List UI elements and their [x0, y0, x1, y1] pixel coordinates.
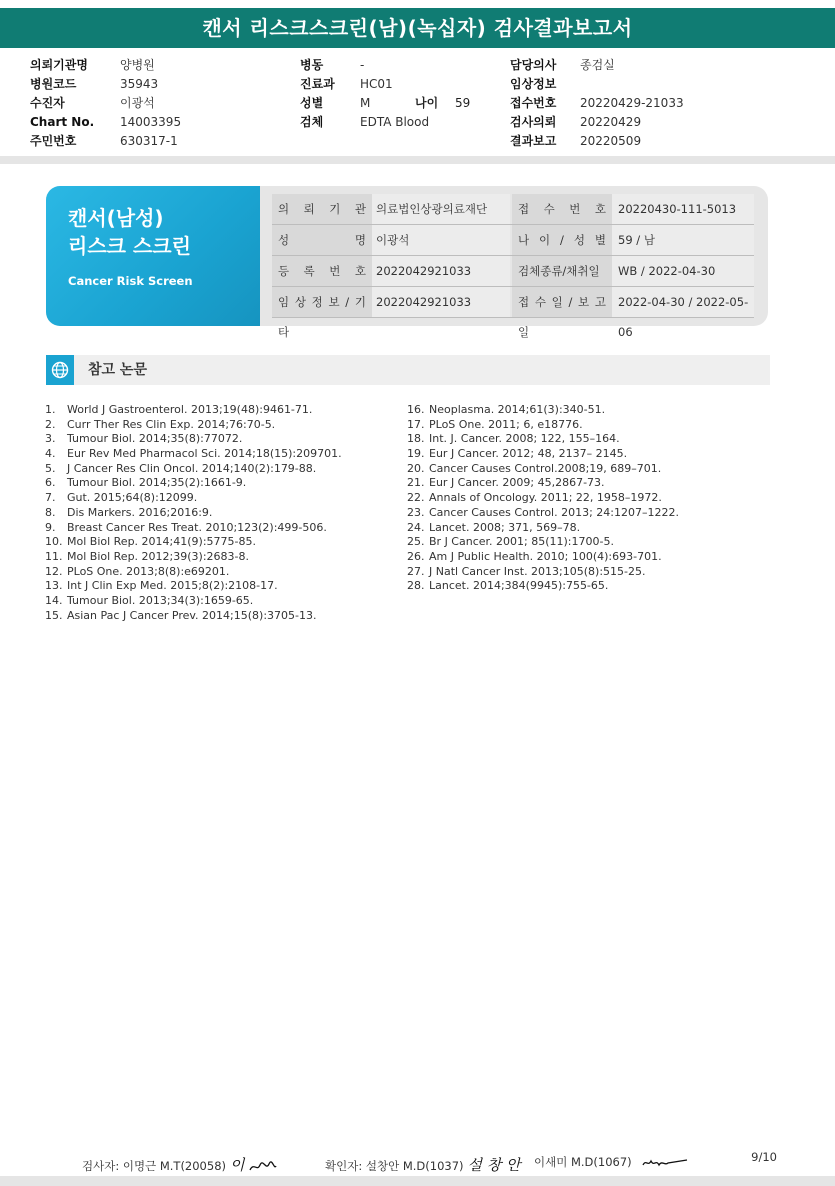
header-value: 이광석 — [372, 225, 510, 255]
info-label: 수진자 — [30, 96, 65, 110]
info-row — [30, 75, 280, 94]
reference-item — [407, 418, 679, 433]
header-key: 의 뢰 기 관 — [272, 194, 372, 224]
info-label: 담당의사 — [510, 58, 557, 72]
info-value: 35943 — [120, 77, 159, 91]
reference-item — [45, 432, 342, 447]
info-row — [30, 94, 280, 113]
brand-panel — [46, 186, 260, 326]
reference-text: Br J Cancer. 2001; 85(11):1700-5. — [429, 535, 614, 549]
age-label: 나이 — [415, 96, 439, 110]
info-value: 630317-1 — [120, 134, 178, 148]
header-key: 나 이 / 성 별 — [512, 225, 612, 255]
info-row — [300, 75, 500, 94]
reference-item — [45, 403, 342, 418]
age-value: 59 — [455, 96, 471, 110]
header-table-row — [272, 194, 754, 225]
header-key: 접 수 일 / 보 고 일 — [512, 287, 612, 317]
third-signature-scribble — [641, 1156, 689, 1170]
reference-item — [45, 476, 342, 491]
examiner-signature: 이 — [230, 1156, 245, 1174]
reference-item — [45, 418, 342, 433]
reference-number: 25. — [407, 535, 425, 549]
header-value: WB / 2022-04-30 — [612, 256, 754, 286]
reference-item — [45, 550, 342, 565]
header-key: 성 명 — [272, 225, 372, 255]
reference-number: 4. — [45, 447, 56, 461]
header-key: 검체종류/채취일 — [512, 256, 612, 286]
info-row — [510, 132, 810, 151]
reference-number: 17. — [407, 417, 425, 431]
info-row — [510, 94, 810, 113]
reference-item — [407, 535, 679, 550]
info-row — [30, 132, 280, 151]
reference-text: Dis Markers. 2016;2016:9. — [67, 505, 213, 519]
reference-text: Tumour Biol. 2013;34(3):1659-65. — [67, 593, 254, 607]
info-value: 20220429-21033 — [580, 96, 684, 110]
reference-number: 21. — [407, 476, 425, 490]
reference-number: 23. — [407, 505, 425, 519]
reference-item — [45, 594, 342, 609]
reference-number: 24. — [407, 520, 425, 534]
info-value: M — [360, 96, 371, 110]
reference-text: PLoS One. 2011; 6, e18776. — [429, 417, 583, 431]
reference-item — [45, 609, 342, 624]
reference-item — [45, 521, 342, 536]
reference-text: Tumour Biol. 2014;35(2):1661-9. — [67, 476, 247, 490]
third-signer — [534, 1154, 689, 1170]
info-value: 20220429 — [580, 115, 642, 129]
info-value: - — [360, 58, 365, 72]
header-value: 의료법인상광의료재단 — [372, 194, 510, 224]
patient-info — [0, 56, 835, 152]
section-title: 참고 논문 — [88, 362, 147, 378]
reference-item — [407, 521, 679, 536]
info-value: 종검실 — [580, 58, 615, 72]
reference-number: 26. — [407, 549, 425, 563]
reference-number: 1. — [45, 403, 56, 416]
reference-item — [45, 565, 342, 580]
header-value: 59 / 남 — [612, 225, 754, 255]
examiner-signature-scribble — [248, 1160, 278, 1174]
reference-text: J Natl Cancer Inst. 2013;105(8):515-25. — [429, 564, 646, 578]
info-label: 검사의뢰 — [510, 115, 557, 129]
header-value: 2022-04-30 / 2022-05-06 — [612, 287, 754, 317]
reference-text: Eur J Cancer. 2009; 45,2867-73. — [429, 476, 605, 490]
reference-item — [407, 506, 679, 521]
reference-item — [407, 491, 679, 506]
reference-number: 20. — [407, 461, 425, 475]
info-value: 이광석 — [120, 96, 155, 110]
header-table-row — [272, 256, 754, 287]
confirmer-signature: 설 창 안 — [467, 1156, 521, 1174]
reference-item — [45, 447, 342, 462]
bottom-bar — [0, 1176, 835, 1186]
info-row — [30, 113, 280, 132]
reference-text: Asian Pac J Cancer Prev. 2014;15(8):3705-13. — [67, 608, 317, 622]
reference-number: 10. — [45, 535, 63, 549]
reference-number: 28. — [407, 579, 425, 593]
section-header — [46, 355, 770, 385]
header-key: 임 상 정 보 / 기 타 — [272, 287, 372, 317]
brand-title-line1: 캔서(남성) — [68, 206, 164, 230]
info-label: 결과보고 — [510, 134, 557, 148]
reference-item — [407, 476, 679, 491]
reference-text: PLoS One. 2013;8(8):e69201. — [67, 564, 230, 578]
examiner-text: 검사자: 이명근 M.T(20058) — [82, 1159, 226, 1173]
info-label: 진료과 — [300, 77, 335, 91]
reference-text: Mol Biol Rep. 2012;39(3):2683-8. — [67, 549, 249, 563]
info-label: 병원코드 — [30, 77, 77, 91]
info-row — [300, 113, 500, 132]
reference-text: Eur Rev Med Pharmacol Sci. 2014;18(15):209701. — [67, 447, 342, 461]
reference-item — [407, 447, 679, 462]
header-value: 20220430-111-5013 — [612, 194, 754, 224]
reference-number: 16. — [407, 403, 425, 416]
reference-text: Breast Cancer Res Treat. 2010;123(2):499-506. — [67, 520, 327, 534]
reference-text: Eur J Cancer. 2012; 48, 2137– 2145. — [429, 447, 628, 461]
info-value: HC01 — [360, 77, 393, 91]
info-row — [510, 113, 810, 132]
reference-item — [407, 432, 679, 447]
reference-number: 9. — [45, 520, 56, 534]
reference-item — [45, 491, 342, 506]
reference-item — [407, 403, 679, 418]
reference-number: 6. — [45, 476, 56, 490]
reference-text: Neoplasma. 2014;61(3):340-51. — [429, 403, 606, 416]
info-row — [300, 94, 500, 113]
reference-text: Int. J. Cancer. 2008; 122, 155–164. — [429, 432, 620, 446]
reference-text: Int J Clin Exp Med. 2015;8(2):2108-17. — [67, 579, 278, 593]
references-right — [407, 403, 679, 594]
reference-number: 13. — [45, 579, 63, 593]
references-left — [45, 403, 342, 623]
info-label: 주민번호 — [30, 134, 77, 148]
reference-number: 12. — [45, 564, 63, 578]
reference-text: Gut. 2015;64(8):12099. — [67, 491, 198, 505]
reference-text: Cancer Causes Control.2008;19, 689–701. — [429, 461, 662, 475]
page-number: 9/10 — [751, 1150, 777, 1164]
reference-text: J Cancer Res Clin Oncol. 2014;140(2):179-88. — [67, 461, 317, 475]
reference-number: 22. — [407, 491, 425, 505]
reference-item — [45, 506, 342, 521]
reference-text: Mol Biol Rep. 2014;41(9):5775-85. — [67, 535, 256, 549]
reference-number: 27. — [407, 564, 425, 578]
reference-number: 18. — [407, 432, 425, 446]
info-label: 접수번호 — [510, 96, 557, 110]
header-key: 접 수 번 호 — [512, 194, 612, 224]
reference-number: 5. — [45, 461, 56, 475]
reference-item — [45, 535, 342, 550]
reference-item — [407, 565, 679, 580]
info-row — [510, 56, 810, 75]
info-label: 병동 — [300, 58, 324, 72]
header-key: 등 록 번 호 — [272, 256, 372, 286]
report-header-card — [46, 186, 768, 339]
info-label: 의뢰기관명 — [30, 58, 88, 72]
reference-text: Curr Ther Res Clin Exp. 2014;76:70-5. — [67, 417, 276, 431]
info-value: EDTA Blood — [360, 115, 430, 129]
third-signer-text: 이새미 M.D(1067) — [534, 1155, 632, 1169]
info-label: 임상정보 — [510, 77, 557, 91]
footer — [0, 1150, 835, 1174]
reference-item — [407, 550, 679, 565]
reference-item — [407, 462, 679, 477]
reference-item — [45, 579, 342, 594]
reference-text: Lancet. 2008; 371, 569–78. — [429, 520, 581, 534]
info-label: Chart No. — [30, 115, 95, 129]
reference-text: Tumour Biol. 2014;35(8):77072. — [67, 432, 243, 446]
reference-text: World J Gastroenterol. 2013;19(48):9461-71. — [67, 403, 313, 416]
info-row — [30, 56, 280, 75]
brand-title-line2: 리스크 스크린 — [68, 234, 191, 258]
reference-text: Annals of Oncology. 2011; 22, 1958–1972. — [429, 491, 662, 505]
reference-item — [407, 579, 679, 594]
patient-info-col3 — [510, 56, 810, 151]
report-title: 캔서 리스크스크린(남)(녹십자) 검사결과보고서 — [0, 8, 835, 48]
brand-english: Cancer Risk Screen — [68, 274, 193, 288]
reference-number: 7. — [45, 491, 56, 505]
reference-text: Cancer Causes Control. 2013; 24:1207–1222. — [429, 505, 679, 519]
header-value: 2022042921033 — [372, 287, 510, 317]
info-label: 성별 — [300, 96, 324, 110]
reference-text: Lancet. 2014;384(9945):755-65. — [429, 579, 609, 593]
reference-text: Am J Public Health. 2010; 100(4):693-701. — [429, 549, 662, 563]
header-table — [272, 194, 754, 339]
reference-number: 15. — [45, 608, 63, 622]
reference-item — [45, 462, 342, 477]
reference-number: 2. — [45, 417, 56, 431]
header-table-row — [272, 225, 754, 256]
reference-number: 8. — [45, 505, 56, 519]
info-label: 검체 — [300, 115, 324, 129]
info-row — [510, 75, 810, 94]
info-value: 20220509 — [580, 134, 642, 148]
confirmer-text: 확인자: 설창안 M.D(1037) — [325, 1159, 464, 1173]
globe-icon — [46, 355, 74, 385]
header-table-row — [272, 287, 754, 339]
reference-number: 3. — [45, 432, 56, 446]
divider — [0, 156, 835, 164]
reference-number: 11. — [45, 549, 63, 563]
examiner — [82, 1154, 278, 1175]
patient-info-col2 — [300, 56, 500, 132]
confirmer — [325, 1154, 521, 1175]
info-row — [300, 56, 500, 75]
info-value: 14003395 — [120, 115, 182, 129]
patient-info-col1 — [30, 56, 280, 151]
reference-number: 19. — [407, 447, 425, 461]
info-value: 양병원 — [120, 58, 155, 72]
reference-number: 14. — [45, 593, 63, 607]
header-value: 2022042921033 — [372, 256, 510, 286]
